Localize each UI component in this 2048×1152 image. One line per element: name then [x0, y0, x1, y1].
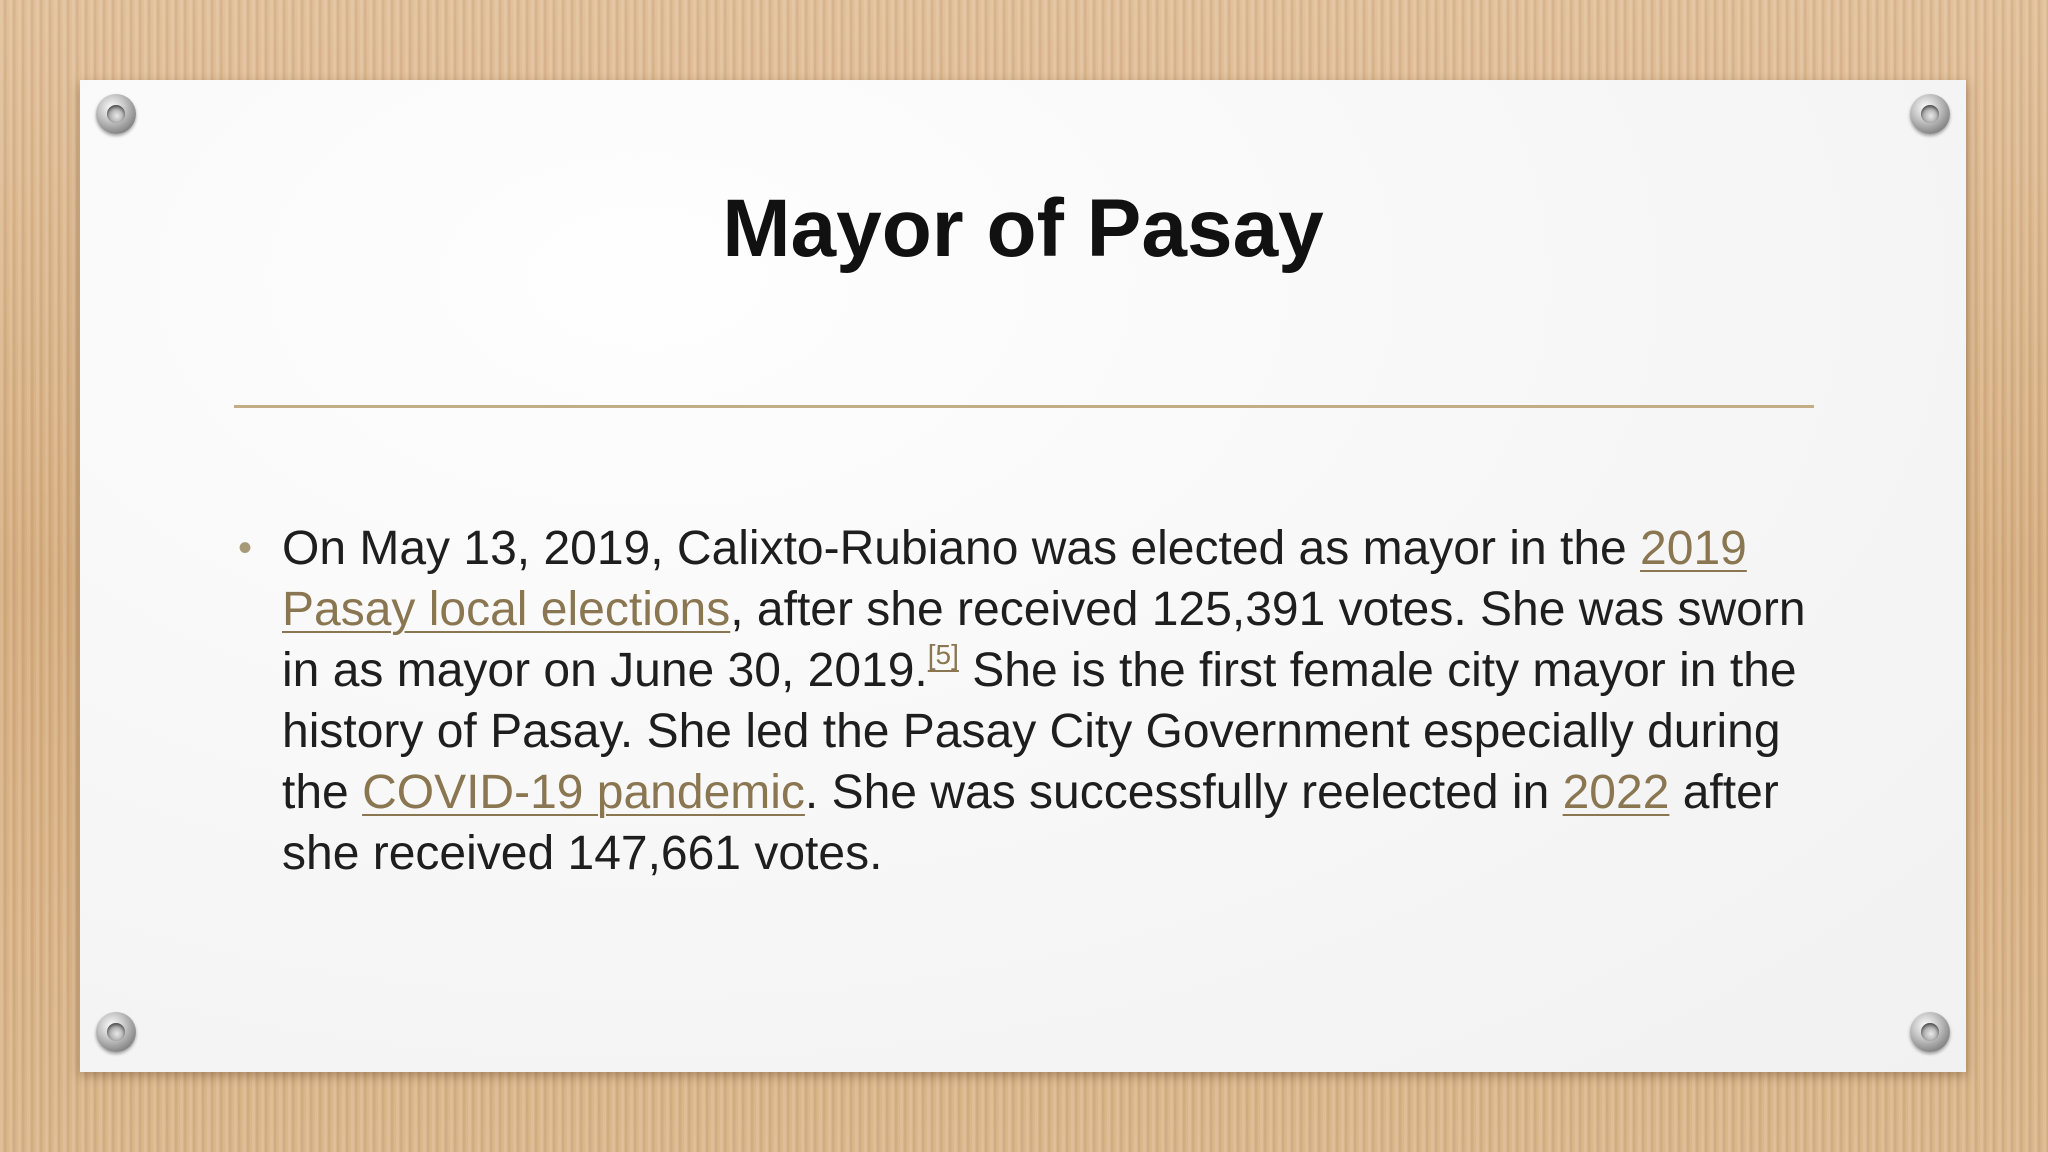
- grommet-bottom-left-icon: [96, 1012, 136, 1052]
- bullet-text-segment-5: after she received 147,661 votes.: [282, 766, 1779, 880]
- slide-card: [80, 80, 1966, 1072]
- bullet-text-segment-1: On May 13, 2019, Calixto-Rubiano was elected as mayor in the: [282, 522, 1641, 575]
- bullet-text-segment-3: She is the first female city mayor in the history of Pasay. She led the Pasay City Government especially during the: [282, 644, 1797, 819]
- bullet-list: [234, 518, 1854, 884]
- grommet-bottom-right-icon: [1910, 1012, 1950, 1052]
- grommet-top-left-icon: [96, 94, 136, 134]
- bullet-item: [234, 518, 1854, 884]
- bullet-dot-icon: •: [238, 526, 253, 570]
- slide-title: Mayor of Pasay: [722, 183, 1324, 274]
- grommet-top-right-icon: [1910, 94, 1950, 134]
- citation-link-5[interactable]: [5]: [927, 639, 959, 670]
- link-2022[interactable]: 2022: [1562, 766, 1670, 819]
- bullet-text-segment-2: , after she received 125,391 votes. She was sworn in as mayor on June 30, 2019.: [282, 583, 1806, 697]
- link-covid-19-pandemic[interactable]: COVID-19 pandemic: [362, 766, 805, 819]
- link-2019-pasay-local-elections[interactable]: 2019 Pasay local elections: [282, 522, 1747, 636]
- bullet-text-segment-4: . She was successfully reelected in: [804, 766, 1563, 819]
- title-divider: [234, 405, 1814, 408]
